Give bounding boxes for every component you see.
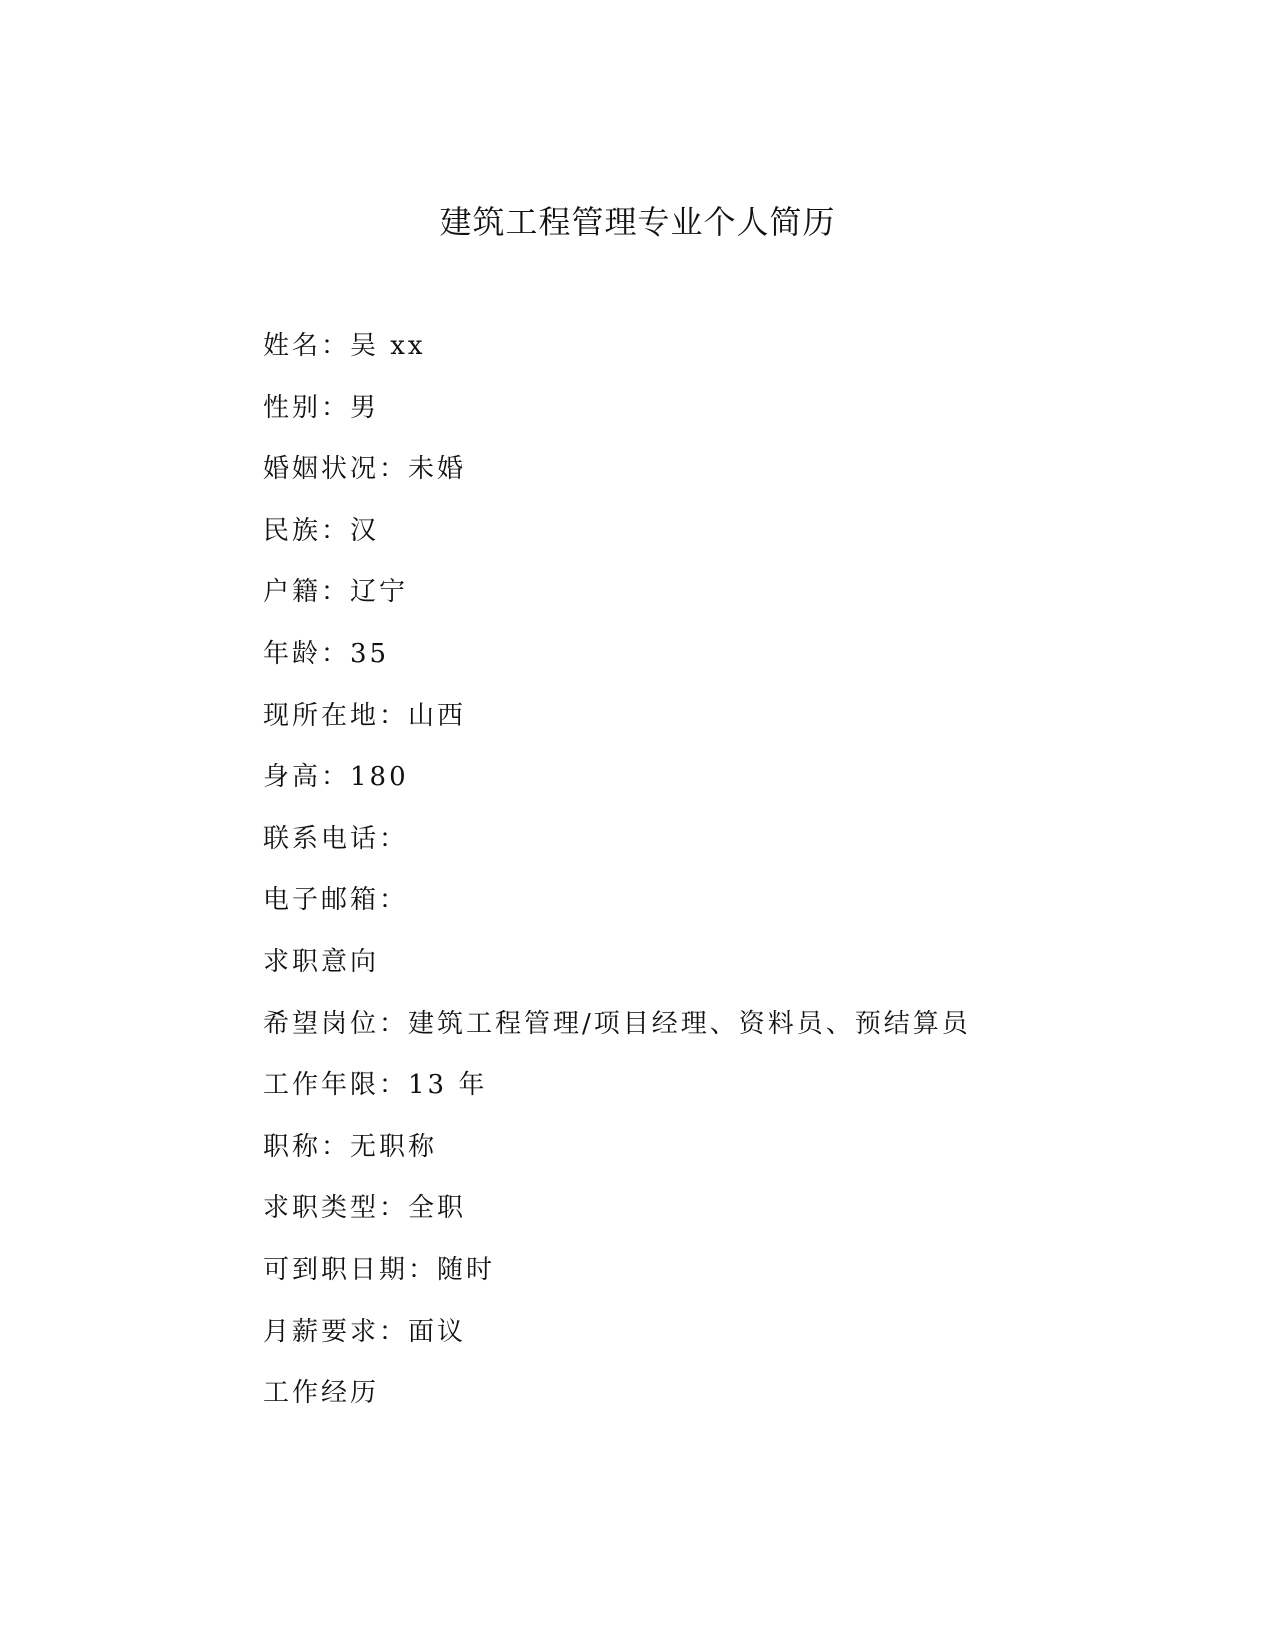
- field-marital-status: 婚姻状况：未婚: [263, 454, 467, 485]
- section-heading-job-intention: 求职意向: [263, 946, 380, 977]
- field-phone: 联系电话：: [263, 823, 409, 854]
- field-height: 身高：180: [263, 762, 409, 793]
- field-gender: 性别：男: [263, 392, 380, 423]
- section-heading-work-experience: 工作经历: [263, 1378, 380, 1409]
- field-professional-title: 职称：无职称: [263, 1131, 438, 1162]
- field-name: 姓名：吴 xx: [263, 331, 426, 361]
- field-job-type: 求职类型：全职: [263, 1193, 467, 1224]
- field-email: 电子邮箱：: [263, 885, 409, 916]
- field-available-date: 可到职日期：随时: [263, 1254, 496, 1285]
- field-desired-position: 希望岗位：建筑工程管理/项目经理、资料员、预结算员: [263, 1008, 971, 1039]
- field-current-location: 现所在地：山西: [263, 700, 467, 731]
- field-household-registration: 户籍：辽宁: [263, 577, 409, 608]
- field-age: 年龄：35: [263, 638, 390, 669]
- field-ethnicity: 民族：汉: [263, 515, 380, 546]
- resume-lines: [263, 328, 971, 1437]
- field-salary-expectation: 月薪要求：面议: [263, 1316, 467, 1347]
- field-years-of-work: 工作年限：13 年: [263, 1070, 488, 1101]
- document-title: 建筑工程管理专业个人简历: [439, 203, 836, 241]
